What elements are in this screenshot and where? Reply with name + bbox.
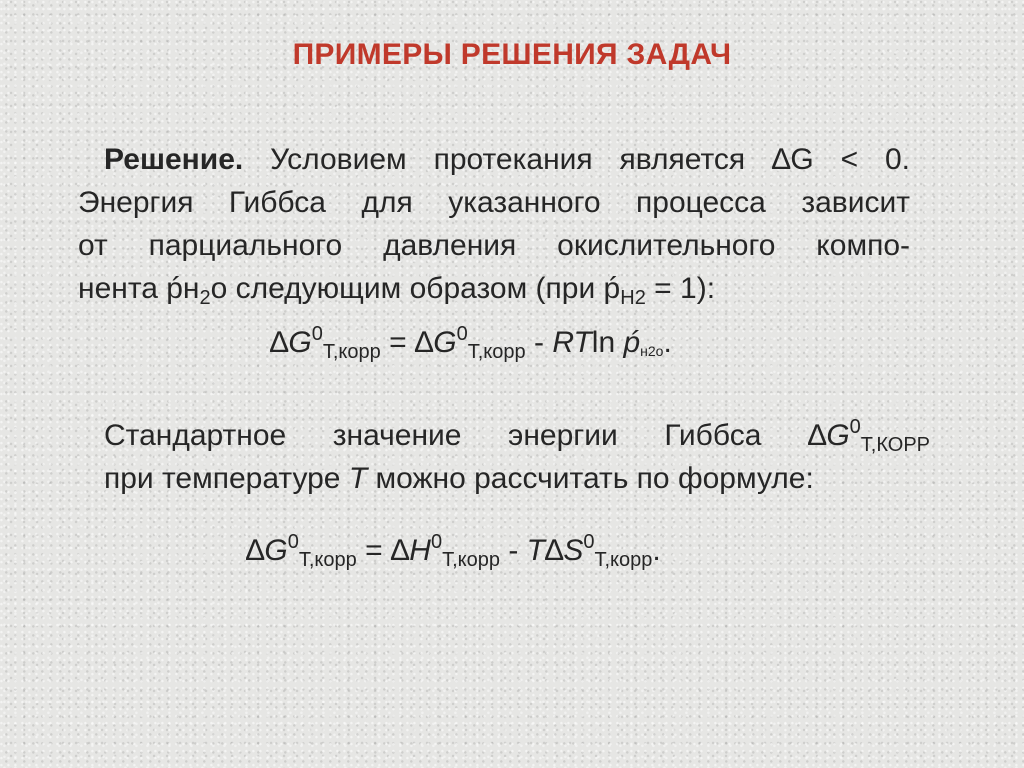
- superscript: 0: [430, 531, 443, 553]
- symbol-s: S: [563, 534, 584, 567]
- subscript: Т,корр: [322, 341, 381, 363]
- equals-delta: = ∆: [356, 534, 410, 567]
- symbol-p: ṕ: [623, 326, 641, 359]
- symbol-g: G: [264, 534, 288, 567]
- solution-paragraph: [78, 138, 910, 310]
- solution-label: Решение.: [104, 143, 244, 176]
- delta-symbol: ∆: [270, 326, 289, 359]
- line-text: Стандартное значение энергии Гиббса ∆: [104, 419, 827, 452]
- period: .: [663, 326, 672, 359]
- line-text: можно рассчитать по формуле:: [367, 462, 814, 495]
- paragraph-line-2: Энергия Гиббса для указанного процесса зависит: [78, 186, 910, 219]
- line-4-text-a: нента ṕн: [78, 272, 200, 305]
- line-4-text-b: о следующим образом (при ṕ: [210, 272, 621, 305]
- formula-gibbs-partial-pressure: [270, 323, 672, 363]
- subscript: Н2: [620, 287, 646, 309]
- symbol-h: H: [409, 534, 431, 567]
- paragraph-line-4: [78, 267, 910, 310]
- delta-symbol: ∆: [246, 534, 265, 567]
- superscript: 0: [456, 323, 468, 345]
- paragraph-2-line-2: [104, 457, 930, 500]
- line-4-text-c: = 1):: [645, 272, 716, 305]
- equals-delta: = ∆: [380, 326, 434, 359]
- superscript: 0: [583, 531, 595, 553]
- symbol-rt: RT: [552, 326, 592, 359]
- superscript: 0: [287, 531, 299, 553]
- paragraph-line-1: [78, 138, 910, 181]
- subscript: Т,корр: [594, 549, 653, 571]
- subscript: н2о: [640, 343, 664, 359]
- symbol-t: Т: [348, 462, 368, 495]
- slide-title: ПРИМЕРЫ РЕШЕНИЯ ЗАДАЧ: [292, 38, 732, 71]
- superscript: 0: [849, 416, 861, 438]
- subscript: Т,корр: [467, 341, 526, 363]
- paragraph-2-line-1: [104, 414, 930, 457]
- minus-sign: -: [525, 326, 553, 359]
- minus-sign: -: [499, 534, 527, 567]
- subscript: Т,корр: [298, 549, 357, 571]
- line-1-text: Условием протекания является ∆G < 0.: [243, 143, 910, 176]
- subscript: 2: [199, 287, 211, 309]
- standard-gibbs-paragraph: [104, 414, 930, 500]
- paragraph-line-3: от парциального давления окислительного компо-: [78, 229, 910, 262]
- symbol-g: G: [288, 326, 312, 359]
- ln-text: ln: [591, 326, 624, 359]
- formula-gibbs-standard: [246, 531, 661, 571]
- symbol-g: G: [826, 419, 850, 452]
- symbol-t: T: [526, 534, 545, 567]
- line-text: при температуре: [104, 462, 349, 495]
- period: .: [652, 534, 661, 567]
- superscript: 0: [311, 323, 323, 345]
- subscript: Т,корр: [442, 549, 500, 571]
- symbol-g: G: [433, 326, 457, 359]
- delta-symbol: ∆: [544, 534, 564, 567]
- subscript: Т,КОРР: [860, 434, 930, 456]
